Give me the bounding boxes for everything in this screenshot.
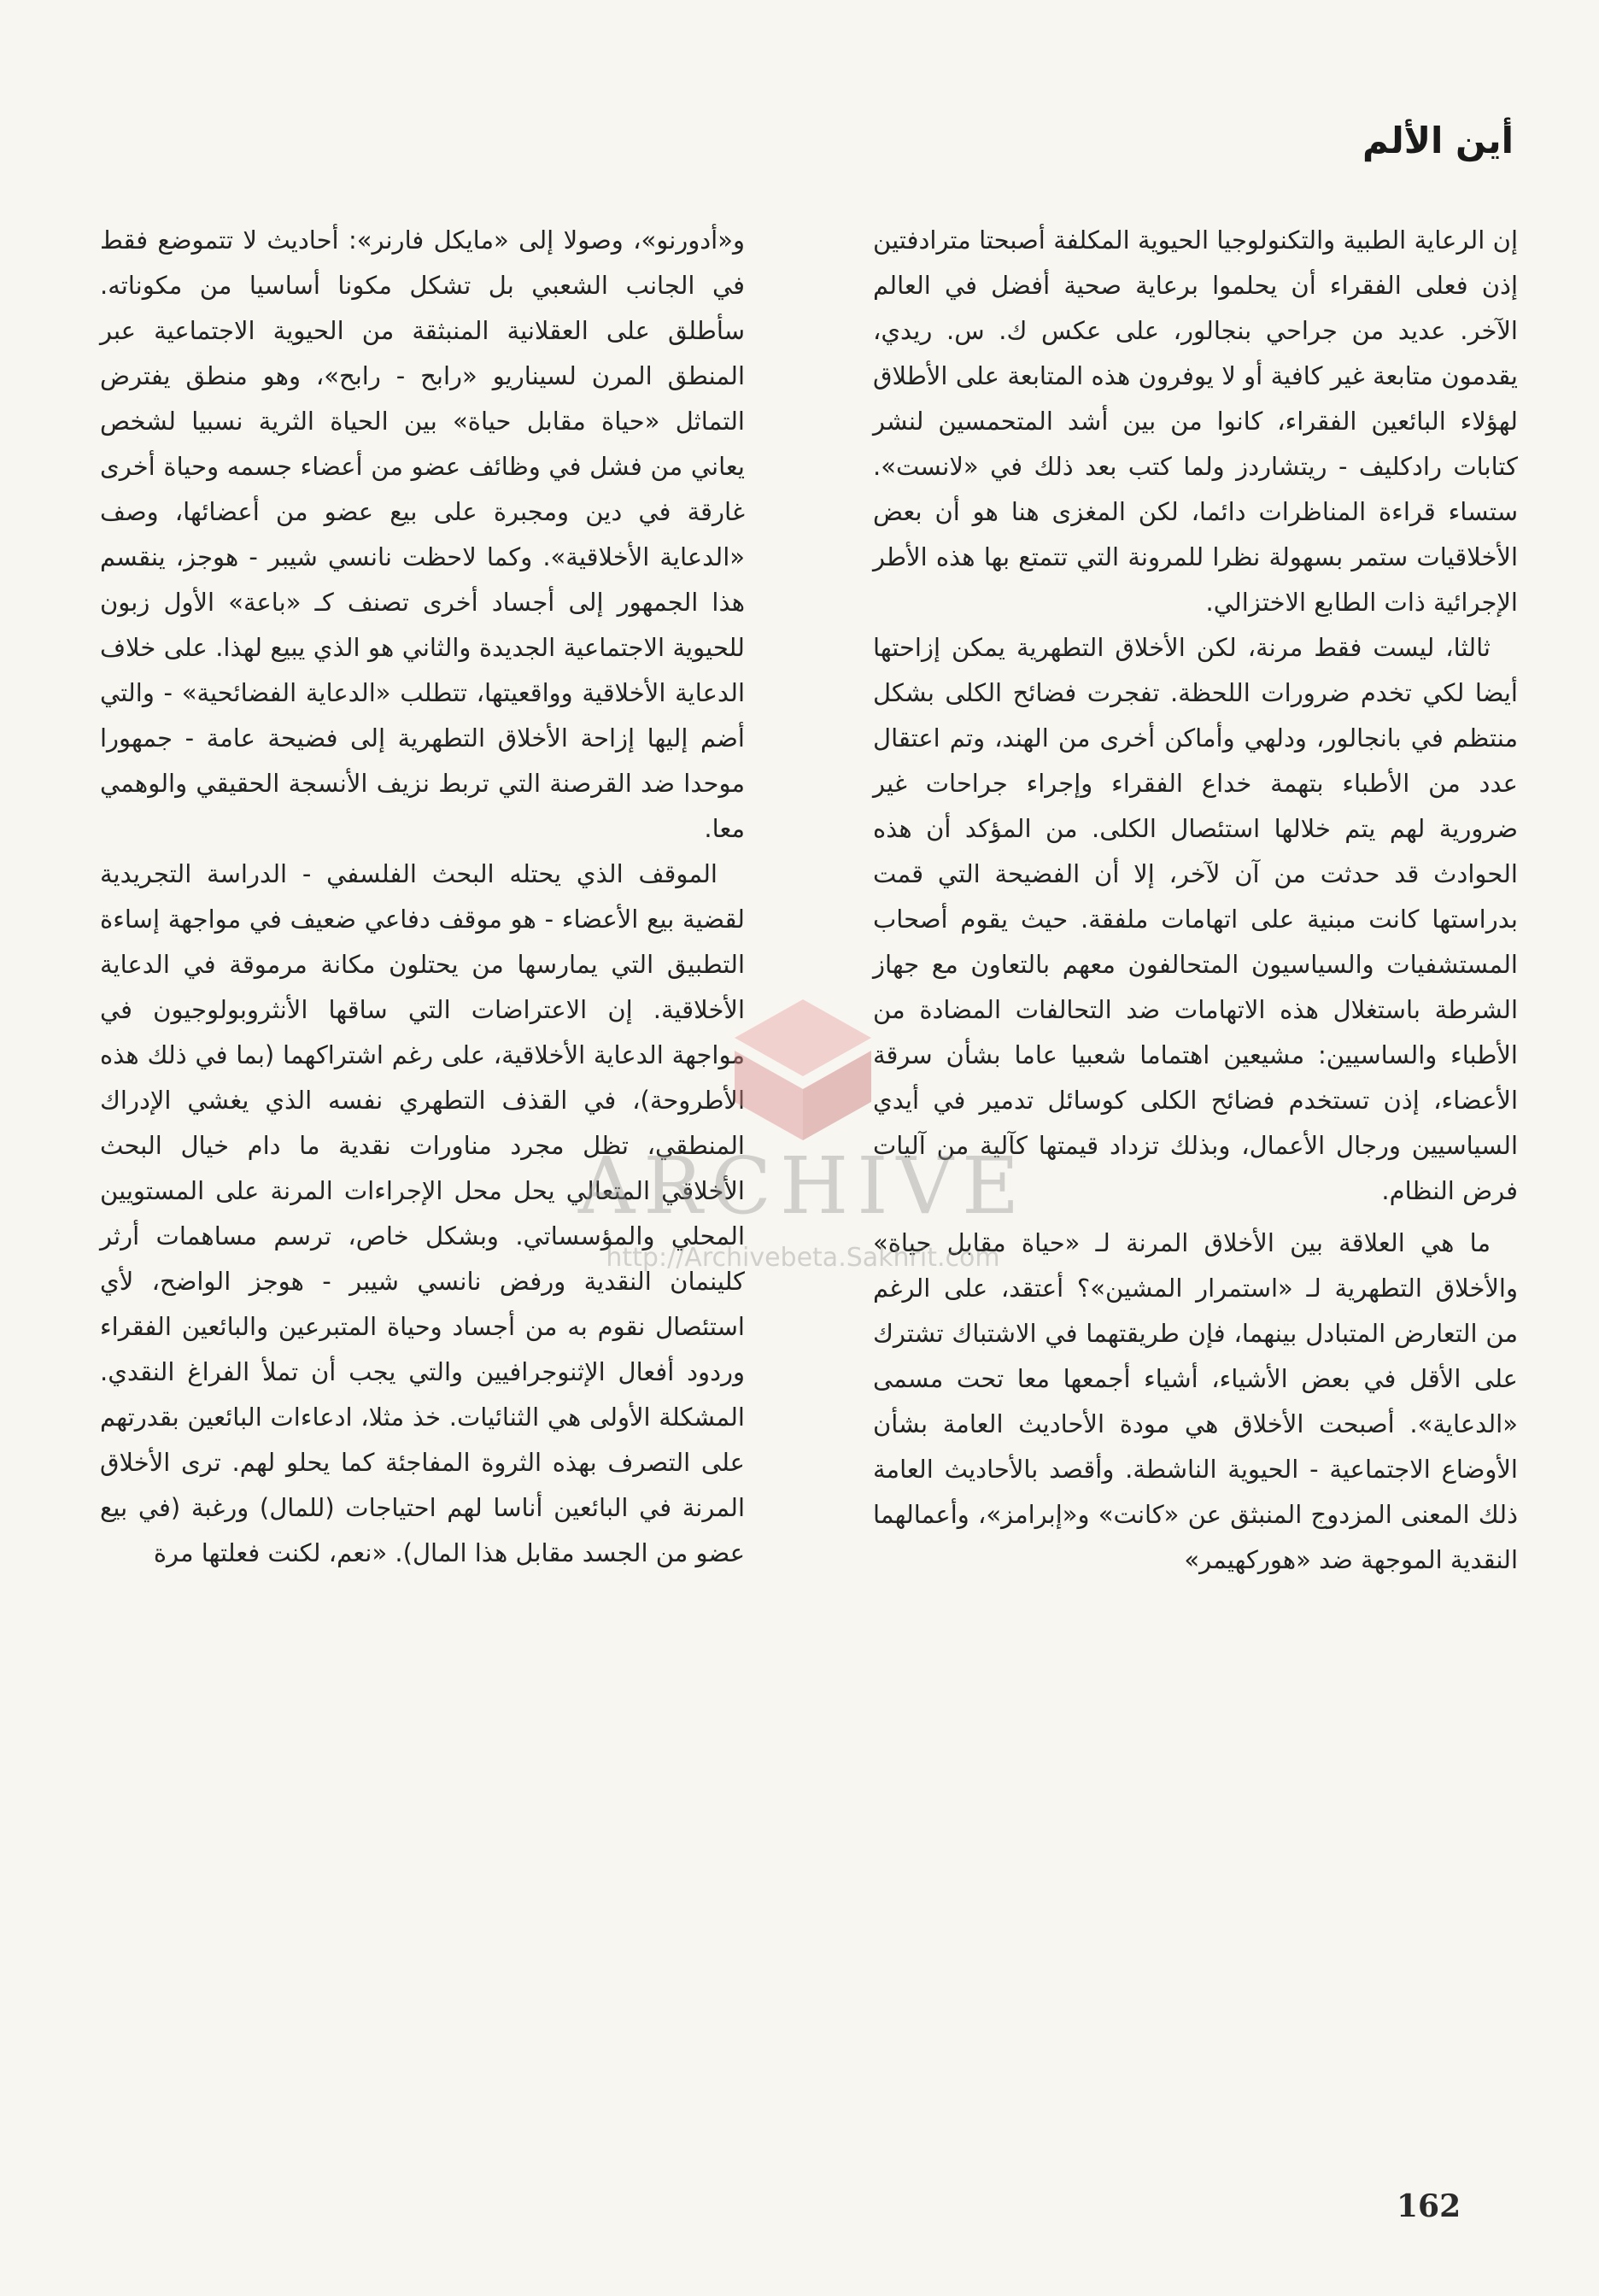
paragraph: ما هي العلاقة بين الأخلاق المرنة لـ «حياة مقابل حياة» والأخلاق التطهرية لـ «استمرار المشين»؟ أعتقد، على الرغم من التعارض المتبادل بينهما، فإن طريقتهما في الاشتباك تشترك على الأقل في بعض الأشياء، أشياء أجمعها معا تحت مسمى «الدعاية». أصبحت الأخلاق هي مودة الأحاديث العامة بشأن الأوضاع الاجتماعية - الحيوية الناشطة. وأقصد بالأحاديث العامة ذلك المعنى المزدوج المنبثق عن «كانت» و«إبرامز»، وأعمالهما النقدية الموجهة ضد «هوركهيمر» (873, 1228, 1518, 1574)
paragraph: و«أدورنو»، وصولا إلى «مايكل فارنر»: أحاديث لا تتموضع فقط في الجانب الشعبي بل تشكل مكونا أساسيا من مكوناته. سأطلق على العقلانية المنبثقة من الحيوية الاجتماعية عبر المنطق المرن لسيناريو «رابح - رابح»، وهو منطق يفترض التماثل «حياة مقابل حياة» بين الحياة الثرية نسبيا لشخص يعاني من فشل في وظائف عضو من أعضاء جسمه وحياة أخرى غارقة في دين ومجبرة على بيع عضو من أعضائها، وصف «الدعاية الأخلاقية». وكما لاحظت نانسي شيبر - هوجز، ينقسم هذا الجمهور إلى أجساد أخرى تصنف كـ «باعة» الأول زبون للحيوية الاجتماعية الجديدة والثاني هو الذي يبيع لهذا. على خلاف الدعاية الأخلاقية وواقعيتها، تتطلب «الدعاية الفضائحية» - والتي أضم إليها إزاحة الأخلاق التطهرية إلى فضيحة عامة - جمهورا موحدا ضد القرصنة التي تربط نزيف الأنسجة الحقيقي والوهمي معا. (100, 226, 745, 843)
text-column-right (873, 218, 1518, 1583)
page-number: 162 (1397, 2188, 1461, 2224)
text-column-left (100, 218, 745, 1576)
paragraph: إن الرعاية الطبية والتكنولوجيا الحيوية المكلفة أصبحتا مترادفتين إذن فعلى الفقراء أن يحلموا برعاية صحية أفضل في العالم الآخر. عديد من جراحي بنجالور، على عكس ك. س. ريدي، يقدمون متابعة غير كافية أو لا يوفرون هذه المتابعة على الأطلاق لهؤلاء البائعين الفقراء، كانوا من بين أشد المتحمسين لنشر كتابات رادكليف - ريتشاردز ولما كتب بعد ذلك في «لانست». ستساء قراءة المناظرات دائما، لكن المغزى هنا هو أن بعض الأخلاقيات ستمر بسهولة نظرا للمرونة التي تتمتع بها هذه الأطر الإجرائية ذات الطابع الاختزالي. (873, 226, 1518, 617)
watermark-name: ARCHIVE (577, 1140, 1028, 1232)
section-title: أين الألم (1362, 120, 1514, 161)
watermark-url: http://Archivebeta.Sakhrit.com (606, 1243, 1000, 1273)
paragraph: ثالثا، ليست فقط مرنة، لكن الأخلاق التطهرية يمكن إزاحتها أيضا لكي تخدم ضرورات اللحظة. تفجرت فضائح الكلى بشكل منتظم في بانجالور، ودلهي وأماكن أخرى من الهند، وتم اعتقال عدد من الأطباء بتهمة خداع الفقراء وإجراء جراحات غير ضرورية لهم يتم خلالها استئصال الكلى. من المؤكد أن هذه الحوادث قد حدثت من آن لآخر، إلا أن الفضيحة التي قمت بدراستها كانت مبنية على اتهامات ملفقة. حيث يقوم أصحاب المستشفيات والسياسيون المتحالفون معهم بالتعاون مع جهاز الشرطة باستغلال هذه الاتهامات ضد التحالفات المضادة من الأطباء والساسيين: مشيعين اهتماما شعبيا عاما بشأن سرقة الأعضاء، إذن تستخدم فضائح الكلى كوسائل تدمير في أيدي السياسيين ورجال الأعمال، وبذلك تزداد قيمتها كآلية من آليات فرض النظام. (873, 633, 1518, 1205)
paragraph: الموقف الذي يحتله البحث الفلسفي - الدراسة التجريدية لقضية بيع الأعضاء - هو موقف دفاعي ضعيف في مواجهة إساءة التطبيق التي يمارسها من يحتلون مكانة مرموقة في الدعاية الأخلاقية. إن الاعتراضات التي ساقها الأنثروبولوجيون في مواجهة الدعاية الأخلاقية، على رغم اشتراكهما (بما في ذلك هذه الأطروحة)، في القذف التطهري نفسه الذي يغشي الإدراك المنطقي، تظل مجرد مناورات نقدية ما دام خيال البحث الأخلاقي المتعالي يحل محل الإجراءات المرنة على المستويين المحلي والمؤسساتي. وبشكل خاص، ترسم مساهمات أرثر كلينمان النقدية ورفض نانسي شيبر - هوجز الواضح، لأي استئصال نقوم به من أجساد وحياة المتبرعين والبائعين الفقراء وردود أفعال الإثنوجرافيين والتي يجب أن تملأ الفراغ النقدي. المشكلة الأولى هي الثنائيات. خذ مثلا، ادعاءات البائعين بقدرتهم على التصرف بهذه الثروة المفاجئة كما يحلو لهم. ترى الأخلاق المرنة في البائعين أناسا لهم احتياجات (للمال) ورغبة (في بيع عضو من الجسد مقابل هذا المال). «نعم، لكنت فعلتها مرة (100, 859, 745, 1567)
